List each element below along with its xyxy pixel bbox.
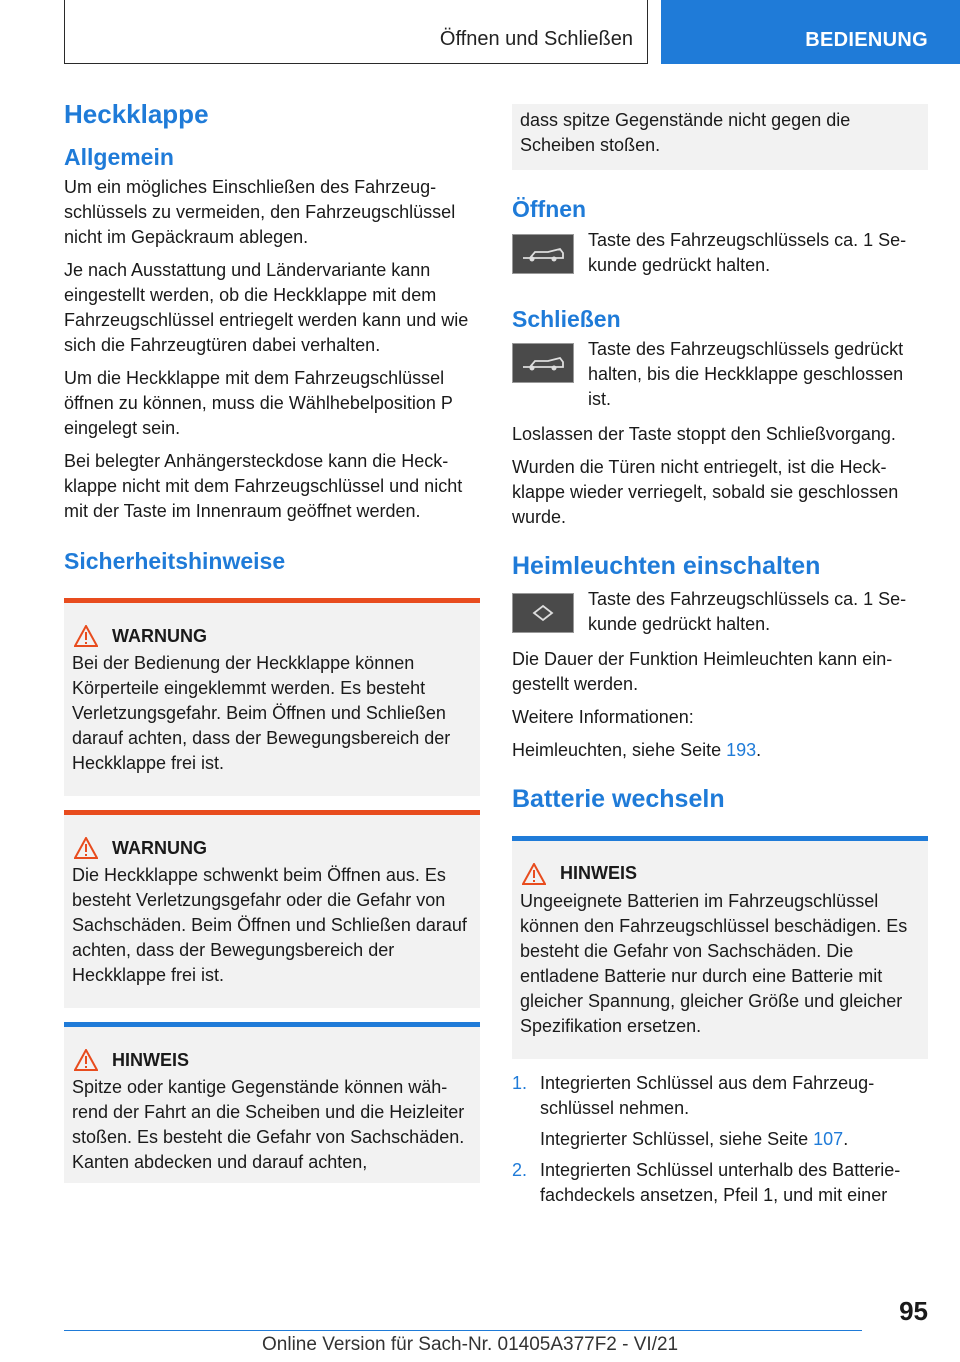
open-text: Taste des Fahrzeugschlüssels ca. 1 Sekunde gedrückt halten.	[588, 229, 907, 275]
list-item	[512, 1071, 928, 1152]
paragraph: Wurden die Türen nicht entriegelt, ist die Heckklappe wieder verriegelt, sobald sie geschlossen wurde.	[512, 457, 899, 528]
paragraph: Je nach Ausstattung und Ländervariante kann eingestellt werden, ob die Heckklappe mit dem Fahrzeugschlüssel entriegelt werden kann und wie sich die Fahrzeugtüren dabei verhalten.	[64, 260, 469, 356]
open-instruction	[512, 228, 928, 280]
note-text: Spitze oder kantige Gegenstände können während der Fahrt an die Scheiben und die Heizleiter stoßen. Es besteht die Gefahr von Sachschäden. Kanten abdecken und darauf achten,	[72, 1077, 465, 1173]
paragraph: Bei belegter Anhängersteckdose kann die Heckklappe nicht mit dem Fahrzeugschlüssel und nicht mit der Taste im Innenraum geöffnet werden.	[64, 451, 463, 522]
tailgate-key-button	[512, 343, 574, 383]
warning-box	[64, 598, 480, 796]
close-heading: Schließen	[512, 305, 621, 332]
paragraph: Loslassen der Taste stoppt den Schließvorgang.	[512, 424, 896, 445]
note-text: Die Heckklappe schwenkt beim Öffnen aus. Es besteht Verletzungsgefahr oder die Gefahr von Sachschäden. Beim Öffnen und Schließen darauf achten, dass der Bewegungsbereich der Heckklappe frei ist.	[72, 865, 467, 986]
tailgate-key-button	[512, 234, 574, 274]
paragraph: Um ein mögliches Einschließen des Fahrzeugschlüssels zu vermeiden, den Fahrzeugschlüssel nicht im Gepäckraum ablegen.	[64, 177, 456, 248]
page-title: Heckklappe	[64, 99, 209, 129]
list-item	[512, 1158, 928, 1208]
note-text: dass spitze Gegenstände nicht gegen die Scheiben stoßen.	[520, 110, 851, 155]
step-number: 2.	[512, 1159, 528, 1180]
step-text: Integrierten Schlüssel aus dem Fahrzeugschlüssel nehmen.	[540, 1072, 875, 1118]
warning-triangle-icon	[74, 837, 98, 859]
page-number: 95	[899, 1296, 928, 1326]
warning-triangle-icon	[522, 863, 546, 885]
home-light-text: Taste des Fahrzeugschlüssels ca. 1 Sekunde gedrückt halten.	[588, 588, 907, 634]
paragraph: Weitere Informationen:	[512, 706, 694, 727]
notice-continuation	[512, 104, 928, 170]
car-tailgate-icon	[520, 352, 566, 374]
battery-heading: Batterie wechseln	[512, 784, 725, 813]
page-reference: Integrierter Schlüssel, siehe Seite 107.	[540, 1128, 849, 1149]
header-chapter	[661, 0, 960, 64]
page-link[interactable]: 193	[726, 739, 757, 760]
note-title: WARNUNG	[112, 625, 207, 646]
footer-text: Online Version für Sach-Nr. 01405A377F2 - VI/21	[262, 1334, 679, 1355]
footer-divider	[64, 1330, 862, 1331]
step-text: Integrierten Schlüssel unterhalb des Batteriefachdeckels ansetzen, Pfeil 1, und mit einer	[540, 1159, 901, 1205]
diamond-icon	[520, 602, 566, 624]
header-chapter-title: BEDIENUNG	[805, 29, 928, 51]
warning-triangle-icon	[74, 1049, 98, 1071]
header-section	[64, 0, 648, 64]
paragraph: Die Dauer der Funktion Heimleuchten kann eingestellt werden.	[512, 648, 893, 694]
open-heading: Öffnen	[512, 196, 587, 222]
left-column	[64, 100, 480, 1197]
note-title: HINWEIS	[112, 1049, 190, 1070]
close-text: Taste des Fahrzeugschlüssels gedrückt halten, bis die Heckklappe geschlossen ist.	[588, 339, 904, 410]
right-column	[512, 104, 928, 1214]
page-link[interactable]: 107	[813, 1128, 844, 1149]
home-light-instruction	[512, 587, 928, 639]
close-instruction	[512, 337, 928, 412]
steps-list	[512, 1071, 928, 1208]
step-number: 1.	[512, 1072, 528, 1093]
warning-box	[64, 810, 480, 1008]
note-title: WARNUNG	[112, 837, 207, 858]
note-title: HINWEIS	[560, 863, 638, 884]
safety-heading: Sicherheitshinweise	[64, 548, 286, 575]
note-text: Bei der Bedienung der Heckklappe können Körperteile eingeklemmt werden. Es besteht Verletzungsgefahr. Beim Öffnen und Schließen darauf achten, dass der Bewegungsbereich der Heckklappe frei ist.	[72, 653, 451, 774]
notice-box	[64, 1022, 480, 1183]
home-light-key-button	[512, 593, 574, 633]
header-section-title: Öffnen und Schließen	[439, 28, 633, 50]
home-light-heading: Heimleuchten einschalten	[512, 552, 821, 581]
page-reference: Heimleuchten, siehe Seite 193.	[512, 739, 762, 760]
warning-triangle-icon	[74, 625, 98, 647]
note-text: Ungeeignete Batterien im Fahrzeugschlüssel können den Fahrzeugschlüssel beschädigen. Es besteht die Gefahr von Sachschäden. Die entladene Batterie nur durch eine Batterie mit gleicher Spannung, gleicher Größe und gleicher Spezifikation ersetzen.	[520, 890, 908, 1036]
notice-box	[512, 836, 928, 1059]
car-tailgate-icon	[520, 243, 566, 265]
general-heading: Allgemein	[64, 143, 174, 170]
paragraph: Um die Heckklappe mit dem Fahrzeugschlüssel öffnen zu können, muss die Wählhebelposition P eingelegt sein.	[64, 368, 453, 439]
